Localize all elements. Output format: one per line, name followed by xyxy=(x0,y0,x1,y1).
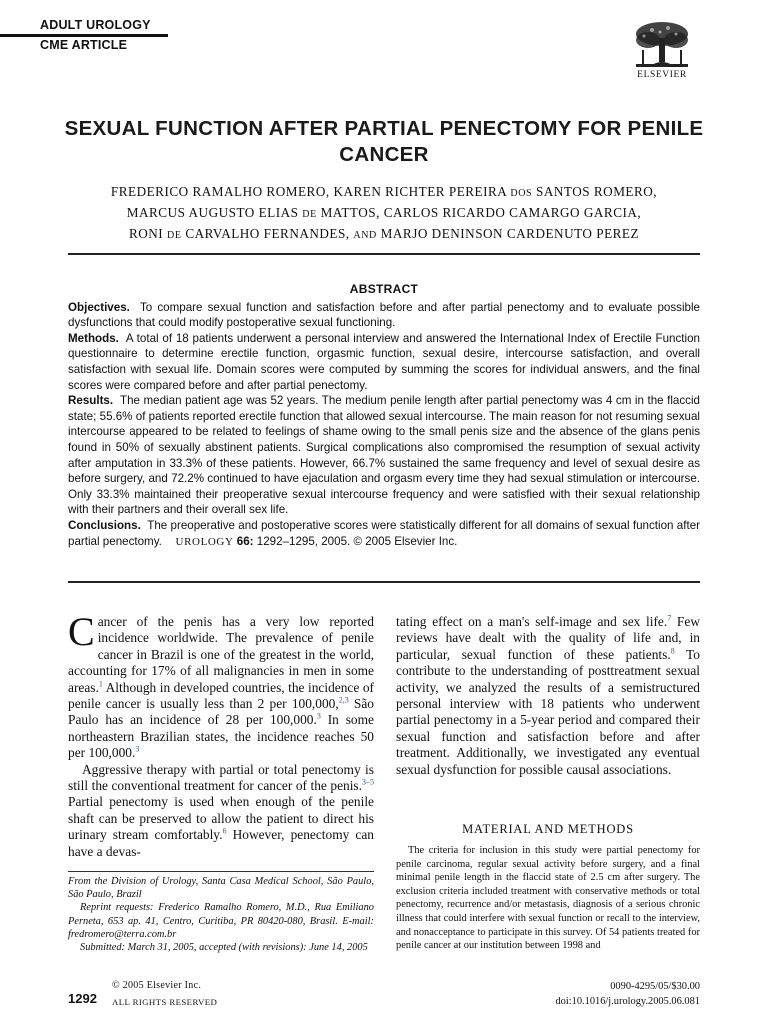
issn: 0090-4295/05/$30.00 xyxy=(610,981,700,992)
abstract-conclusions: Conclusions. The preoperative and postoperative scores were statistically different for all domains of sexual function after partial penectomy. UROLOGY 66: 1292–1295, 2005. © 2005 Elsevier Inc. xyxy=(68,518,700,548)
reference-link[interactable]: 1 xyxy=(98,679,103,689)
section-rule xyxy=(0,34,168,37)
reference-link[interactable]: 3–5 xyxy=(362,777,374,787)
author-list xyxy=(60,182,708,245)
abstract-heading: ABSTRACT xyxy=(349,282,419,296)
journal-name: UROLOGY xyxy=(175,535,234,548)
author-line-2: MARCUS AUGUSTO ELIAS DE MATTOS, CARLOS RICARDO CAMARGO GARCIA, xyxy=(126,205,642,220)
reference-link[interactable]: 8 xyxy=(670,646,675,656)
body-paragraph-2: Aggressive therapy with partial or total penectomy is still the conventional treatment for cancer of the penis.$^{3-5}$ Partial penectomy is used when enough of the penile shaft can be preserved to allow the patient to direct his urinary stream comfortably.$^6$ However, penectomy can have a devas- xyxy=(68,761,374,859)
reference-link[interactable]: 6 xyxy=(222,826,227,836)
abstract-top-rule xyxy=(68,253,700,255)
reference-link[interactable]: 3 xyxy=(316,711,321,721)
author-line-1: FREDERICO RAMALHO ROMERO, KAREN RICHTER PEREIRA DOS SANTOS ROMERO, xyxy=(110,184,658,199)
article-title: SEXUAL FUNCTION AFTER PARTIAL PENECTOMY FOR PENILE CANCER xyxy=(64,117,704,166)
section-label-adult-urology: ADULT UROLOGY xyxy=(40,18,151,32)
footer-right xyxy=(555,979,700,1009)
publisher-name: ELSEVIER xyxy=(637,70,687,80)
affiliation-from: From the Division of Urology, Santa Casa Medical School, São Paulo, São Paulo, Brazil xyxy=(68,876,374,901)
author-line-3: RONI DE CARVALHO FERNANDES, AND MARJO DENINSON CARDENUTO PEREZ xyxy=(128,226,640,241)
drop-cap: C xyxy=(68,609,95,654)
footnote-rule xyxy=(68,871,374,872)
abstract xyxy=(68,282,700,550)
body-column-left xyxy=(68,609,374,860)
footer-copyright: © 2005 Elsevier Inc. xyxy=(112,980,202,991)
body-paragraph-2-continuation: tating effect on a man's self-image and sex life.$^7$ Few reviews have dealt with the quality of life and, in particular, sexual function of these patients.$^8$ To contribute to the understanding of posttreatment sexual activity, we analyzed the results of a semistructured personal interview with 18 patients who underwent partial penectomy in a 5-year period and compared their sexual function and satisfaction before and after treatment. Additionally, we investigated any eventual sexual dysfunction for possible causal associations. xyxy=(396,613,700,777)
reprint-requests: Reprint requests: Frederico Ramalho Romero, M.D., Rua Emiliano Perneta, 653 ap. 41, Centro, Curitiba, PR 80420-080, Brasil. E-mail: fredromero@terra.com.br xyxy=(68,902,374,940)
citation: 1292–1295, 2005. © 2005 Elsevier Inc. xyxy=(256,534,458,548)
reference-link[interactable]: 3 xyxy=(135,744,140,754)
footer-rights: ALL RIGHTS RESERVED xyxy=(112,997,218,1007)
page-number: 1292 xyxy=(68,991,97,1006)
methods-text: The criteria for inclusion in this study were partial penectomy for penile carcinoma, regular sexual activity before surgery, and a final minimal penile length in the flaccid state of 2.5 cm after surgery. The exclusion criteria included treatment with conservative methods or total penectomy, recurrence and/or metastasis, diagnosis of a serious chronic illness that could interfere with sexual function or recall to the interview, and nonacceptance to participate in this survey. Of 54 patients treated for penile cancer at our institution between 1998 and xyxy=(396,845,700,952)
reference-link[interactable]: 2,3 xyxy=(338,695,349,705)
doi-link[interactable]: doi:10.1016/j.urology.2005.06.081 xyxy=(555,996,700,1007)
abstract-bottom-rule xyxy=(68,581,700,583)
body-paragraph-2-tail: However, penectomy can have a devas- xyxy=(68,827,374,859)
journal-volume: 66: xyxy=(236,534,254,548)
methods-heading: MATERIAL AND METHODS xyxy=(462,822,634,836)
section-tag xyxy=(40,18,168,53)
tree-icon xyxy=(630,20,694,70)
abstract-results: Results. The median patient age was 52 years. The medium penile length after partial penectomy was 4 cm in the flaccid state; 55.6% of patients reported erectile function that allowed sexual intercourse. The main reason for not resuming sexual intercourse appeared to be related to feelings of shame owing to the small penis size and the absence of the glans penis found in 50% of sexually abstinent patients. Surgical complications also compromised the resumption of sexual activity after amputation in 33.3% of these patients. However, 66.7% sustained the same frequency and level of sexual desire as before surgery, and 72.2% continued to have ejaculation and orgasm every time they had sexual stimulation or intercourse. Only 33.3% maintained their preoperative sexual intercourse frequency and were satisfied with their sexual relationship with their partners and their overall sex life. xyxy=(68,394,700,517)
affiliation-footnote xyxy=(68,871,374,954)
section-label-cme: CME ARTICLE xyxy=(40,38,128,52)
abstract-objectives: Objectives. To compare sexual function and satisfaction before and after partial penectomy and to evaluate possible dysfunctions that could modify postoperative sexual functioning. xyxy=(68,300,701,330)
reference-link[interactable]: 7 xyxy=(667,613,672,623)
body-paragraph-1: Cancer of the penis has a very low reported incidence worldwide. The prevalence of penile cancer in Brazil is one of the greatest in the world, accounting for 17% of all malignancies in men in some areas.$^1$ Although in developed countries, the incidence of penile cancer is usually less than 2 per 100,000,$^{2,3}$ São Paulo has an incidence of 28 per 100,000.$^3$ In some northeastern Brazilian states, the incidence reaches 50 per 100,000.$^3$ xyxy=(68,609,374,761)
submission-dates: Submitted: March 31, 2005, accepted (with revisions): June 14, 2005 xyxy=(80,942,368,954)
abstract-methods: Methods. A total of 18 patients underwent a personal interview and answered the International Index of Erectile Function questionnaire to determine erectile function, orgasmic function, sexual desire, intercourse satisfaction, and overall satisfaction with sexual life. Domain scores were computed by summing the scores for individual answers, and the final scores were compared before and after partial penectomy. xyxy=(68,331,700,392)
body-column-right xyxy=(396,614,700,778)
